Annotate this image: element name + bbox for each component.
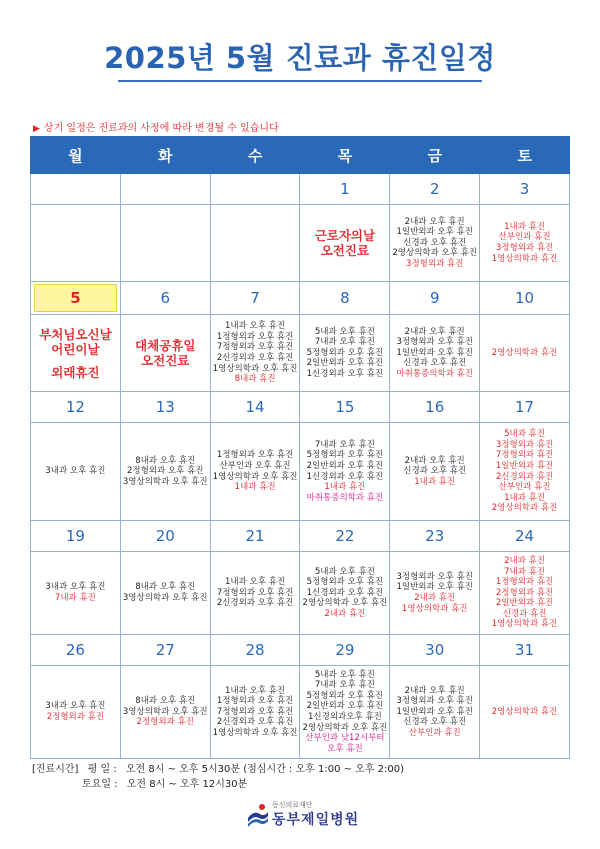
schedule-line: 7정형외과 오후 휴진	[216, 706, 294, 717]
schedule-line: 7정형외과 오후 휴진	[216, 587, 294, 598]
schedule-line: 1영상의학과 휴진	[491, 253, 558, 264]
week-date-row	[31, 635, 570, 666]
schedule-line: 3영상의학과 오후 휴진	[122, 593, 208, 603]
schedule-line: 2영상의학과 휴진	[491, 503, 558, 514]
schedule-line: 5정형외과 오후 휴진	[306, 690, 384, 701]
week-date-row	[31, 392, 570, 423]
weekday-wed: 수	[210, 137, 300, 174]
page-title: 2025년 5월 진료과 휴진일정	[104, 41, 496, 75]
date-cell: 20	[120, 521, 210, 552]
week-schedule-row	[31, 205, 570, 282]
schedule-line: 1영상의학과 휴진	[491, 619, 558, 630]
schedule-line: 5정형외과 오후 휴진	[306, 347, 384, 358]
schedule-cell	[390, 552, 480, 635]
calendar-table	[30, 136, 570, 759]
schedule-cell	[300, 423, 390, 521]
schedule-line: 1일반외과 오후 휴진	[396, 582, 473, 593]
schedule-line: 오전진료	[141, 353, 190, 368]
schedule-line: 7내과 오후 휴진	[314, 439, 375, 450]
date-cell: 21	[210, 521, 300, 552]
schedule-line: 2정형외과 휴진	[495, 587, 554, 598]
schedule-line: 7내과 오후 휴진	[314, 680, 375, 691]
schedule-line: 산부인과 휴진	[498, 232, 551, 243]
schedule-line: 3내과 오후 휴진	[45, 466, 106, 477]
schedule-line: 2정형외과 휴진	[46, 712, 105, 722]
schedule-line: 2영상의학과 휴진	[491, 347, 558, 358]
date-cell: 28	[210, 635, 300, 666]
schedule-cell	[390, 423, 480, 521]
schedule-cell	[120, 552, 210, 635]
schedule-line: 어린이날	[51, 341, 100, 357]
schedule-line: 2영상의학과 휴진	[491, 706, 558, 717]
schedule-line: 1정형외과 오후 휴진	[216, 450, 294, 461]
date-cell: 31	[480, 635, 570, 666]
schedule-line: 2내과 오후 휴진	[404, 685, 465, 696]
schedule-line: 2정형외과 휴진	[136, 717, 194, 728]
hospital-logo	[246, 800, 386, 832]
schedule-line: 8내과 오후 휴진	[135, 582, 196, 593]
schedule-line: 1일반외과 오후 휴진	[396, 706, 473, 717]
schedule-line: 1일반외과 휴진	[495, 460, 554, 471]
date-cell	[31, 174, 121, 205]
schedule-cell	[480, 666, 570, 759]
schedule-line: 1영상의학과 휴진	[401, 603, 468, 614]
schedule-line: 2신경외과 휴진	[495, 471, 554, 482]
week-schedule-row	[31, 666, 570, 759]
hours-saturday-value: 오전 8시 ~ 오후 12시30분	[126, 779, 248, 790]
date-cell	[210, 174, 300, 205]
schedule-line: 3내과 오후 휴진	[45, 582, 106, 593]
schedule-line: 2내과 휴진	[504, 555, 546, 566]
schedule-line: 3정형외과 휴진	[495, 243, 554, 253]
schedule-line: 1신경외과오후 휴진	[307, 712, 382, 722]
schedule-line: 2내과 오후 휴진	[404, 455, 465, 466]
schedule-line: 2일반외과 오후 휴진	[306, 701, 384, 712]
schedule-line: 5내과 오후 휴진	[314, 566, 375, 577]
schedule-cell	[390, 315, 480, 392]
schedule-line: 7내과 휴진	[54, 593, 96, 603]
schedule-line: 마취통증의학과 휴진	[396, 368, 474, 379]
schedule-cell	[31, 205, 121, 282]
date-cell: 16	[390, 392, 480, 423]
schedule-line: 2신경외과 오후 휴진	[216, 717, 294, 728]
weekday-sat: 토	[480, 137, 570, 174]
schedule-line: 2영상의학과 오후 휴진	[302, 598, 388, 609]
schedule-line: 1신경외과 오후 휴진	[306, 471, 384, 482]
schedule-line: 부처님오신날	[39, 326, 112, 342]
schedule-line: 2영상의학과 오후 휴진	[392, 248, 478, 259]
schedule-line: 3정형외과 휴진	[406, 258, 464, 269]
date-cell: 19	[31, 521, 121, 552]
schedule-line: 1정형외과 휴진	[495, 577, 554, 588]
schedule-line: 2정형외과 오후 휴진	[126, 466, 204, 477]
schedule-line: 2일반외과 오후 휴진	[306, 460, 384, 471]
schedule-line: 대체공휴일	[135, 338, 196, 353]
schedule-line: 3정형외과 오후 휴진	[396, 571, 473, 582]
schedule-cell	[210, 205, 300, 282]
schedule-line: 1신경외과 오후 휴진	[306, 587, 384, 598]
date-cell: 12	[31, 392, 121, 423]
date-cell: 10	[480, 282, 570, 315]
date-cell: 24	[480, 521, 570, 552]
weekday-fri: 금	[390, 137, 480, 174]
schedule-cell	[300, 552, 390, 635]
date-cell: 3	[480, 174, 570, 205]
weekday-tue: 화	[120, 137, 210, 174]
schedule-line: 2영상의학과 오후 휴진	[302, 722, 388, 733]
schedule-line: 1영상의학과 오후 휴진	[212, 471, 298, 482]
schedule-cell	[120, 205, 210, 282]
schedule-line: 1정형외과 오후 휴진	[216, 696, 294, 707]
schedule-cell	[31, 666, 121, 759]
schedule-line: 2내과 오후 휴진	[404, 326, 465, 337]
date-cell: 23	[390, 521, 480, 552]
schedule-line: 7정형외과 오후 휴진	[216, 342, 294, 353]
calendar-body	[31, 174, 570, 759]
schedule-line: 1일반외과 오후 휴진	[396, 227, 473, 238]
date-cell: 22	[300, 521, 390, 552]
week-schedule-row	[31, 552, 570, 635]
schedule-line: 8내과 휴진	[234, 374, 276, 385]
date-cell: 29	[300, 635, 390, 666]
weekday-header-row	[31, 137, 570, 174]
schedule-cell	[210, 423, 300, 521]
week-date-row	[31, 282, 570, 315]
date-cell: 26	[31, 635, 121, 666]
schedule-cell	[31, 423, 121, 521]
schedule-line: 5내과 오후 휴진	[314, 669, 375, 680]
schedule-line: 신경과 오후 휴진	[403, 466, 467, 477]
schedule-line: 8내과 오후 휴진	[135, 455, 196, 466]
schedule-line: 오전진료	[320, 243, 370, 258]
date-number: 5	[34, 284, 117, 312]
schedule-notice	[33, 119, 279, 134]
schedule-line: 3영상의학과 오후 휴진	[122, 706, 208, 717]
schedule-cell	[390, 205, 480, 282]
triangle-icon: ▶	[33, 124, 40, 134]
notice-text: 상기 일정은 진료과의 사정에 따라 변경될 수 있습니다	[43, 123, 279, 134]
schedule-line: 5정형외과 오후 휴진	[306, 450, 384, 461]
schedule-cell	[31, 552, 121, 635]
hours-weekday-label: 평 일 :	[87, 764, 117, 775]
schedule-line: 2내과 휴진	[324, 608, 366, 619]
date-cell: 6	[120, 282, 210, 315]
schedule-cell	[390, 666, 480, 759]
date-cell: 13	[120, 392, 210, 423]
schedule-line: 2내과 오후 휴진	[404, 216, 465, 227]
schedule-cell	[120, 666, 210, 759]
schedule-line: 2일반외과 오후 휴진	[306, 358, 384, 369]
schedule-line: 3정형외과 오후 휴진	[396, 337, 473, 348]
schedule-line: 8내과 오후 휴진	[135, 696, 196, 707]
schedule-line: 3정형외과 휴진	[495, 439, 554, 450]
date-cell: 2	[390, 174, 480, 205]
schedule-line: 1신경외과 오후 휴진	[306, 368, 384, 379]
hours-weekday-value: 오전 8시 ~ 오후 5시30분 (점심시간 : 오후 1:00 ~ 오후 2:00)	[125, 764, 405, 775]
schedule-line: 2일반외과 휴진	[495, 598, 554, 609]
schedule-cell	[480, 423, 570, 521]
schedule-line: 5정형외과 오후 휴진	[306, 577, 384, 588]
schedule-line: 3영상의학과 오후 휴진	[122, 476, 208, 487]
foundation-name: 동신의료재단	[272, 801, 313, 809]
schedule-line: 1일반외과 오후 휴진	[396, 347, 473, 358]
schedule-line: 3내과 오후 휴진	[45, 701, 106, 712]
schedule-cell	[300, 315, 390, 392]
date-cell: 15	[300, 392, 390, 423]
schedule-line: 오후 휴진	[327, 743, 363, 754]
schedule-line: 1내과 휴진	[234, 482, 276, 493]
schedule-line: 7정형외과 휴진	[495, 450, 554, 461]
schedule-line: 1내과 오후 휴진	[225, 321, 286, 332]
schedule-cell	[210, 315, 300, 392]
schedule-line: 1내과 휴진	[504, 221, 546, 232]
schedule-line: 2신경외과 오후 휴진	[216, 353, 294, 363]
week-date-row	[31, 174, 570, 205]
title-underline	[118, 80, 482, 82]
schedule-line: 1영상의학과 오후 휴진	[212, 727, 298, 738]
schedule-line: 1정형외과 오후 휴진	[216, 331, 294, 342]
schedule-line: 산부인과 낮12시부터	[305, 733, 385, 744]
schedule-line: 근로자의날	[314, 228, 376, 243]
schedule-line: 7내과 휴진	[504, 566, 546, 577]
hospital-name: 동부제일병원	[272, 812, 360, 828]
schedule-cell	[480, 315, 570, 392]
schedule-line	[31, 357, 120, 365]
date-cell	[31, 282, 121, 315]
schedule-cell	[120, 423, 210, 521]
date-cell: 9	[390, 282, 480, 315]
hours-saturday-row	[32, 777, 404, 792]
schedule-line: 1내과 휴진	[324, 482, 366, 493]
schedule-line: 신경과 오후 휴진	[403, 358, 467, 369]
week-schedule-row	[31, 423, 570, 521]
schedule-line: 1내과 휴진	[504, 492, 546, 503]
schedule-line: 신경과 휴진	[502, 608, 547, 619]
schedule-line: 신경과 오후 휴진	[403, 717, 467, 728]
date-cell: 8	[300, 282, 390, 315]
schedule-line: 마취통증의학과 휴진	[306, 492, 384, 503]
weekday-mon: 월	[31, 137, 121, 174]
hours-weekday-row	[32, 762, 404, 777]
schedule-line: 1영상의학과 오후 휴진	[212, 363, 298, 374]
schedule-line: 1내과 오후 휴진	[225, 577, 286, 588]
schedule-line: 3정형외과 오후 휴진	[396, 696, 473, 707]
date-cell	[120, 174, 210, 205]
schedule-cell	[120, 315, 210, 392]
schedule-line: 5내과 휴진	[504, 429, 546, 440]
week-schedule-row	[31, 315, 570, 392]
schedule-line: 2내과 휴진	[414, 593, 456, 603]
schedule-line: 산부인과 휴진	[498, 482, 551, 493]
date-cell: 7	[210, 282, 300, 315]
schedule-line: 2신경외과 오후 휴진	[216, 598, 294, 609]
schedule-cell	[210, 552, 300, 635]
date-cell: 27	[120, 635, 210, 666]
date-cell: 1	[300, 174, 390, 205]
schedule-line: 신경과 오후 휴진	[403, 237, 467, 248]
schedule-cell	[210, 666, 300, 759]
schedule-line: 산부인과 오후 휴진	[219, 460, 291, 471]
schedule-cell	[300, 205, 390, 282]
clinic-hours	[32, 762, 404, 792]
date-cell: 17	[480, 392, 570, 423]
hours-saturday-label: 토요일 :	[82, 779, 118, 790]
schedule-cell	[31, 315, 121, 392]
schedule-cell	[480, 552, 570, 635]
schedule-line: 5내과 오후 휴진	[314, 326, 375, 337]
schedule-line: 1내과 휴진	[414, 476, 456, 487]
schedule-line: 1내과 오후 휴진	[225, 685, 286, 696]
schedule-line: 산부인과 휴진	[408, 727, 461, 738]
week-date-row	[31, 521, 570, 552]
date-cell: 30	[390, 635, 480, 666]
hours-label: [진료시간]	[32, 764, 79, 775]
schedule-line: 외래휴진	[51, 364, 100, 380]
hospital-emblem-icon	[246, 802, 270, 828]
schedule-line: 7내과 오후 휴진	[314, 337, 375, 348]
weekday-thu: 목	[300, 137, 390, 174]
schedule-cell	[300, 666, 390, 759]
schedule-cell	[480, 205, 570, 282]
date-cell: 14	[210, 392, 300, 423]
